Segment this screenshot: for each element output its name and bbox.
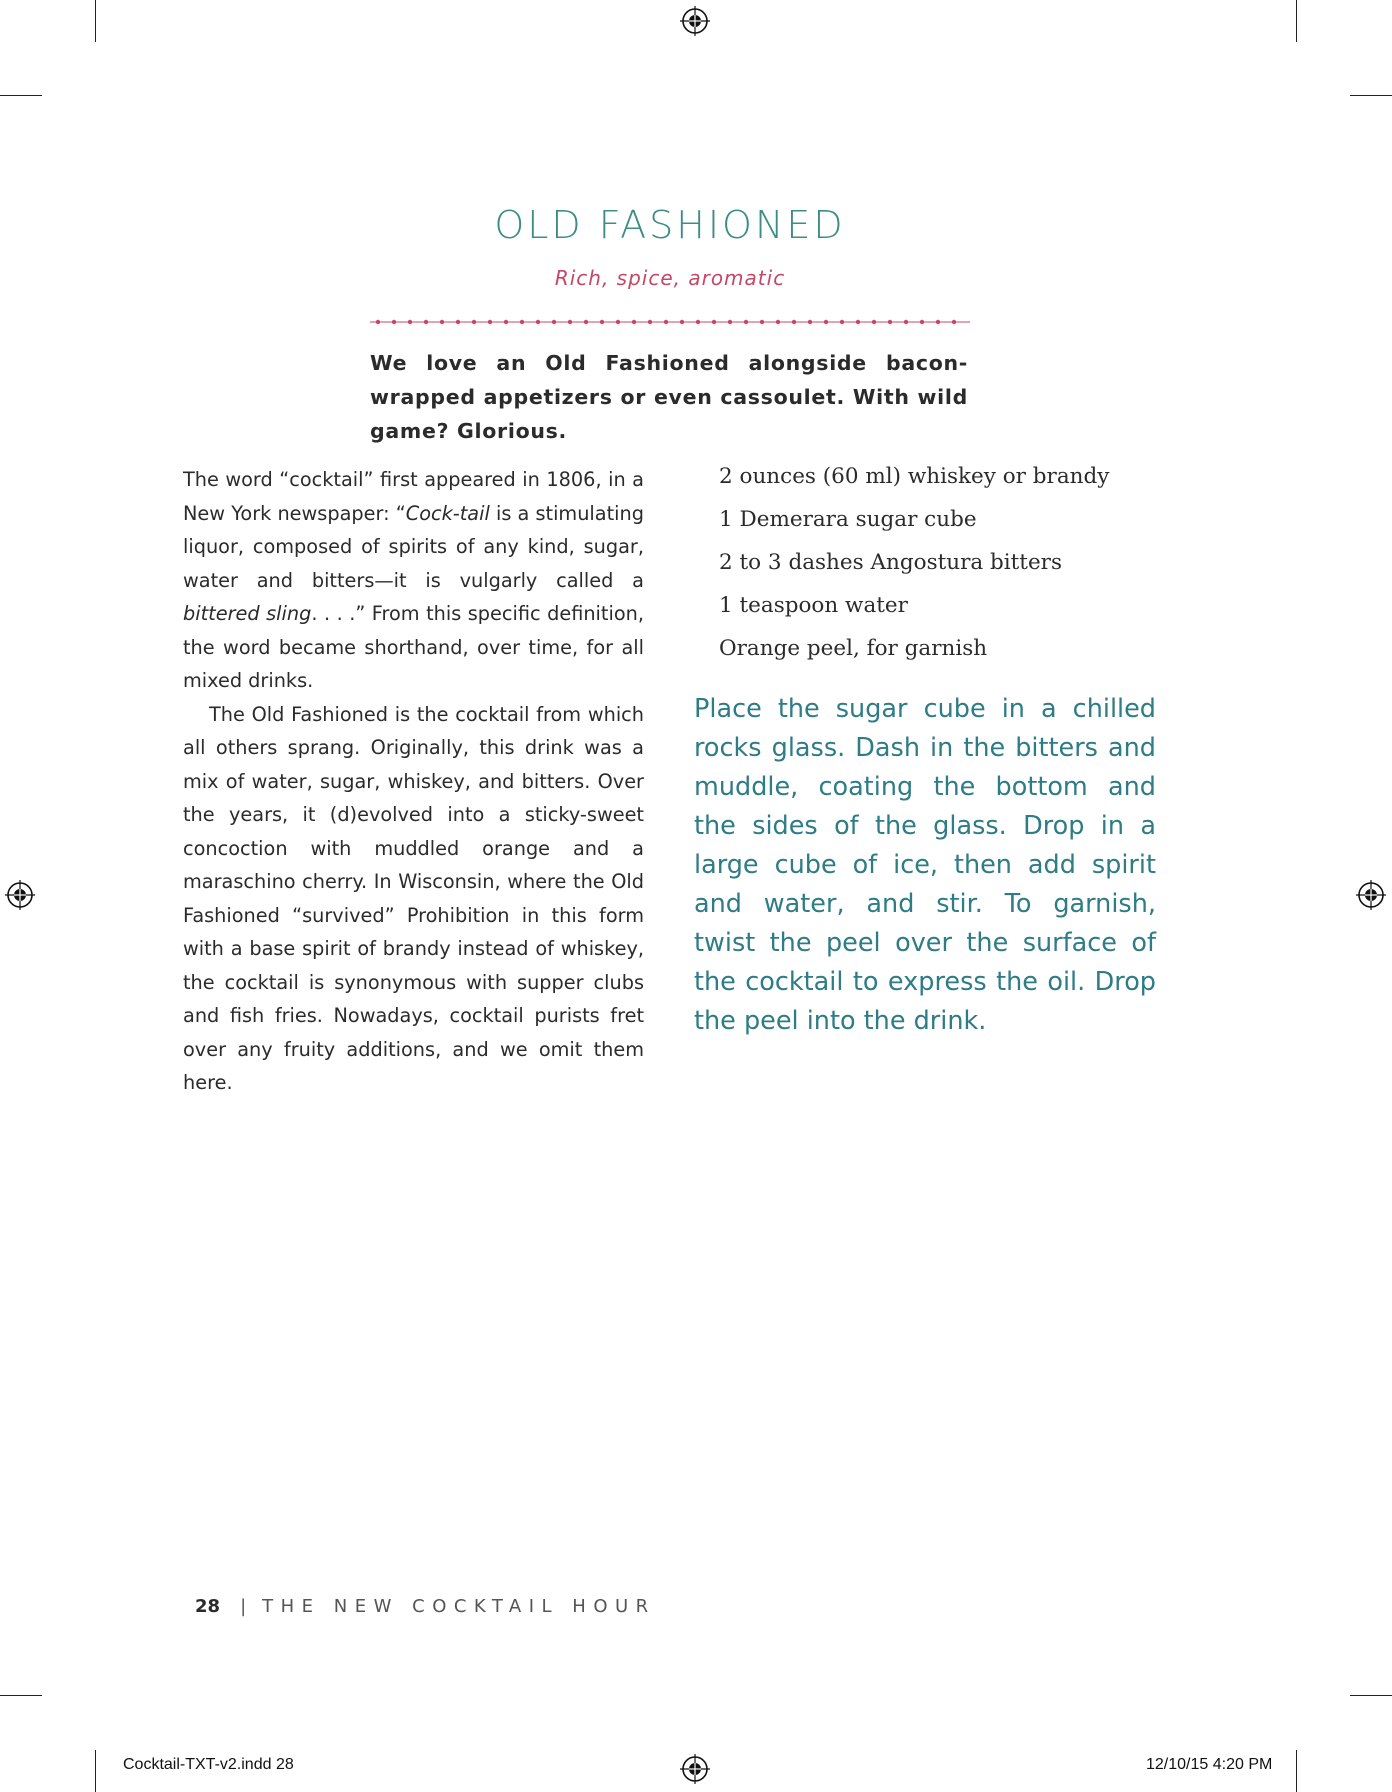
divider-dot — [424, 320, 428, 324]
ingredient-item: 1 Demerara sugar cube — [719, 507, 977, 532]
book-title: THE NEW COCKTAIL HOUR — [262, 1596, 656, 1617]
divider-dot — [536, 320, 540, 324]
recipe-history-text — [183, 463, 644, 1100]
divider-dot — [872, 320, 876, 324]
divider-dot — [472, 320, 476, 324]
divider-dot — [808, 320, 812, 324]
crop-mark-right-top — [1350, 95, 1392, 96]
divider-dot — [520, 320, 524, 324]
divider-dot — [712, 320, 716, 324]
divider-dot — [504, 320, 508, 324]
divider-dot — [824, 320, 828, 324]
divider-dot — [888, 320, 892, 324]
divider-dot — [744, 320, 748, 324]
divider-dot — [648, 320, 652, 324]
crop-mark-top-right — [1296, 0, 1297, 42]
history-paragraph-1: The word “cocktail” first appeared in 1806, in a New York newspaper: “Cock-tail is a stimulating liquor, composed of spirits of any kind, sugar, water and bitters—it is vulgarly called a bittered sling. . . .” From this specific definition, the word became shorthand, over time, for all mixed drinks. — [183, 468, 644, 692]
crop-mark-right-bottom — [1350, 1695, 1392, 1696]
divider-dot — [488, 320, 492, 324]
divider-dot — [920, 320, 924, 324]
divider-dot — [680, 320, 684, 324]
divider-dot — [456, 320, 460, 324]
registration-mark-left-icon — [5, 880, 35, 910]
divider-dot — [760, 320, 764, 324]
dotted-divider — [370, 315, 970, 329]
divider-dot — [904, 320, 908, 324]
divider-dot — [568, 320, 572, 324]
crop-mark-top-left — [95, 0, 96, 42]
divider-dot — [936, 320, 940, 324]
registration-mark-bottom-icon — [680, 1754, 710, 1784]
footer-separator: | — [240, 1596, 247, 1617]
divider-dot — [664, 320, 668, 324]
divider-dot — [632, 320, 636, 324]
divider-dot — [776, 320, 780, 324]
crop-mark-bottom-right — [1296, 1750, 1297, 1792]
history-paragraph-2: The Old Fashioned is the cocktail from which all others sprang. Originally, this drink was a mix of water, sugar, whiskey, and bitters. Over the years, it (d)evolved into a sticky-sweet concoction with muddled orange and a maraschino cherry. In Wisconsin, where the Old Fashioned “survived” Prohibition in this form with a base spirit of brandy instead of whiskey, the cocktail is synonymous with supper clubs and fish fries. Nowadays, cocktail purists fret over any fruity additions, and we omit them here. — [183, 702, 644, 1094]
page-footer — [195, 1596, 656, 1617]
divider-dot — [584, 320, 588, 324]
ingredient-item: 2 ounces (60 ml) whiskey or brandy — [719, 464, 1110, 489]
divider-dot — [408, 320, 412, 324]
ingredient-item: 1 teaspoon water — [719, 593, 908, 618]
divider-dot — [616, 320, 620, 324]
registration-mark-top-icon — [680, 6, 710, 36]
ingredient-list — [719, 458, 1199, 673]
divider-dot — [440, 320, 444, 324]
recipe-method: Place the sugar cube in a chilled rocks glass. Dash in the bitters and muddle, coating the bottom and the sides of the glass. Drop in a large cube of ice, then add spirit and water, and stir. To garnish, twist the peel over the surface of the cocktail to express the oil. Drop the peel into the drink. — [694, 694, 1156, 1036]
divider-dot — [792, 320, 796, 324]
page-number: 28 — [195, 1596, 221, 1617]
crop-mark-left-top — [0, 95, 42, 96]
recipe-title: OLD FASHIONED — [494, 203, 846, 247]
divider-dot — [552, 320, 556, 324]
recipe-intro: We love an Old Fashioned alongside bacon-wrapped appetizers or even cassoulet. With wild game? Glorious. — [370, 351, 968, 443]
crop-mark-bottom-left — [95, 1750, 96, 1792]
divider-dot — [856, 320, 860, 324]
divider-dot — [952, 320, 956, 324]
print-slug-timestamp: 12/10/15 4:20 PM — [1146, 1756, 1273, 1773]
divider-dot — [392, 320, 396, 324]
divider-dot — [376, 320, 380, 324]
recipe-tagline: Rich, spice, aromatic — [554, 266, 786, 290]
divider-dot — [696, 320, 700, 324]
print-slug-file: Cocktail-TXT-v2.indd 28 — [123, 1756, 294, 1773]
registration-mark-right-icon — [1356, 880, 1386, 910]
ingredient-item: Orange peel, for garnish — [719, 636, 988, 661]
crop-mark-left-bottom — [0, 1695, 42, 1696]
divider-dot — [728, 320, 732, 324]
ingredient-item: 2 to 3 dashes Angostura bitters — [719, 550, 1062, 575]
divider-dot — [840, 320, 844, 324]
divider-dot — [600, 320, 604, 324]
